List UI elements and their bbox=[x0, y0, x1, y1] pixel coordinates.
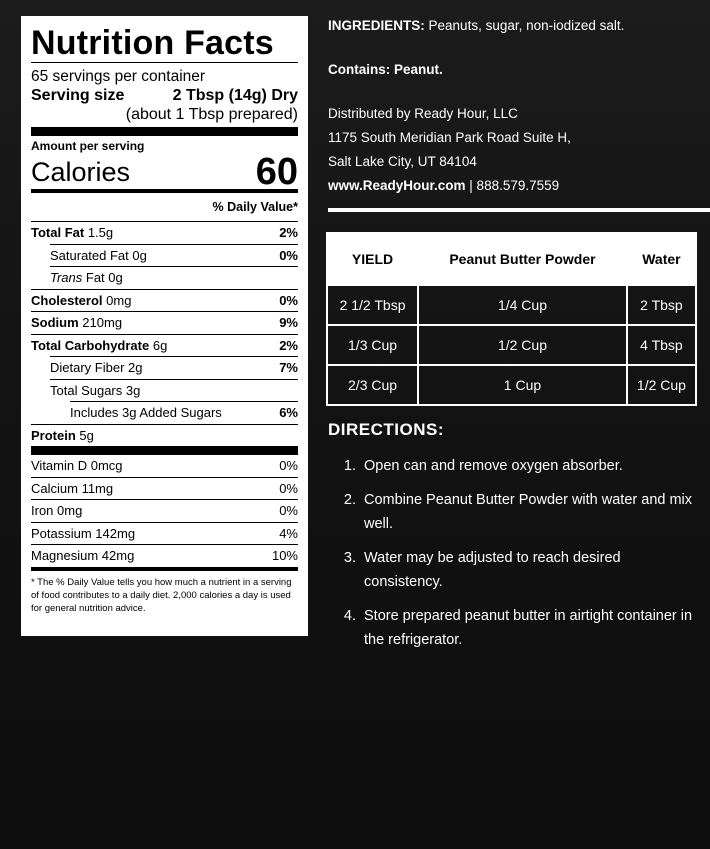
serving-size-prepared: (about 1 Tbsp prepared) bbox=[125, 106, 298, 123]
allergen-statement: Contains: Peanut. bbox=[328, 62, 443, 77]
nutrient-row-iron bbox=[31, 499, 298, 522]
amount-per-serving: Amount per serving bbox=[31, 139, 145, 153]
nutrient-pct: 6% bbox=[279, 405, 298, 420]
step-text: Open can and remove oxygen absorber. bbox=[364, 458, 623, 474]
website-link[interactable]: www.ReadyHour.com bbox=[328, 178, 466, 193]
list-item bbox=[328, 488, 698, 536]
step-text: Store prepared peanut butter in airtight container in the refrigerator. bbox=[364, 608, 693, 648]
nutrient-label: Fat 0g bbox=[85, 270, 123, 285]
step-number: 2. bbox=[343, 492, 356, 508]
distributor: Distributed by Ready Hour, LLC bbox=[328, 106, 518, 121]
yield-table-header bbox=[327, 233, 696, 285]
nutrient-pct: 0% bbox=[279, 247, 298, 263]
header-powder: Peanut Butter Powder bbox=[418, 233, 627, 285]
servings-per-container: 65 servings per container bbox=[31, 68, 206, 85]
divider bbox=[31, 62, 298, 63]
nutrient-row-potassium bbox=[31, 522, 298, 545]
nutrition-facts-label bbox=[21, 16, 308, 636]
medium-divider bbox=[31, 567, 298, 571]
list-item bbox=[328, 604, 698, 652]
list-item bbox=[328, 546, 698, 594]
nutrient-amount: 6g bbox=[152, 337, 168, 353]
address-line-2: Salt Lake City, UT 84104 bbox=[328, 154, 477, 169]
ingredients bbox=[328, 14, 698, 38]
table-cell: 2 Tbsp bbox=[627, 285, 696, 325]
thick-divider bbox=[31, 127, 298, 136]
nutrient-pct: 10% bbox=[271, 548, 298, 563]
nutrient-pct: 0% bbox=[279, 292, 298, 308]
calories-label: Calories bbox=[31, 157, 131, 187]
calories-row bbox=[31, 151, 298, 193]
section-divider bbox=[328, 208, 710, 212]
nutrient-row-saturated-fat bbox=[50, 244, 298, 267]
step-number: 4. bbox=[343, 608, 356, 624]
nutrient-label-italic: Trans bbox=[50, 270, 83, 285]
step-number: 3. bbox=[343, 550, 356, 566]
table-row bbox=[327, 285, 696, 325]
nutrient-row-cholesterol bbox=[31, 289, 298, 312]
nutrient-label: Magnesium 42mg bbox=[31, 548, 135, 563]
address-line-1: 1175 South Meridian Park Road Suite H, bbox=[328, 130, 571, 145]
nutrient-row-vitamin-d bbox=[31, 455, 298, 477]
step-text: Water may be adjusted to reach desired consistency. bbox=[364, 550, 621, 590]
step-text: Combine Peanut Butter Powder with water and mix well. bbox=[364, 492, 693, 532]
nutrient-pct: 7% bbox=[279, 360, 298, 375]
nutrient-row-sodium bbox=[31, 311, 298, 334]
nutrient-amount: 0mg bbox=[106, 292, 132, 308]
nutrient-label: Potassium 142mg bbox=[31, 525, 136, 541]
nutrient-row-total-sugars bbox=[50, 379, 298, 402]
nutrient-row-total-carbohydrate bbox=[31, 334, 298, 357]
product-info bbox=[328, 14, 698, 198]
table-cell: 1 Cup bbox=[418, 365, 627, 405]
phone-number: | 888.579.7559 bbox=[469, 178, 560, 193]
table-cell: 1/4 Cup bbox=[418, 285, 627, 325]
nutrient-row-magnesium bbox=[31, 544, 298, 567]
list-item bbox=[328, 454, 698, 478]
daily-value-footnote: * The % Daily Value tells you how much a nutrient in a serving of food contributes to a daily diet. 2,000 calories a day is used for general nutrition advice. bbox=[31, 576, 292, 614]
nutrient-amount: 210mg bbox=[82, 315, 123, 330]
nutrient-label: Dietary Fiber 2g bbox=[50, 360, 143, 375]
nutrient-amount: 1.5g bbox=[87, 225, 114, 240]
nutrient-label: Cholesterol bbox=[31, 292, 103, 308]
nutrient-pct: 0% bbox=[279, 503, 298, 518]
nutrient-pct: 2% bbox=[279, 225, 298, 240]
nutrient-pct: 0% bbox=[279, 480, 298, 496]
contact-line bbox=[328, 174, 698, 198]
nutrient-amount: 5g bbox=[79, 427, 94, 443]
nutrient-label: Total Sugars 3g bbox=[50, 382, 141, 398]
nutrient-pct: 4% bbox=[279, 525, 298, 541]
header-yield: YIELD bbox=[327, 233, 418, 285]
table-cell: 2/3 Cup bbox=[327, 365, 418, 405]
table-cell: 1/2 Cup bbox=[627, 365, 696, 405]
serving-size-row bbox=[31, 86, 298, 105]
ingredients-text: Peanuts, sugar, non-iodized salt. bbox=[428, 18, 625, 33]
nutrient-label: Total Carbohydrate bbox=[31, 337, 150, 353]
nutrient-label: Iron 0mg bbox=[31, 503, 83, 518]
step-number: 1. bbox=[343, 458, 356, 474]
nutrient-pct: 9% bbox=[279, 315, 298, 330]
nutrient-row-calcium bbox=[31, 477, 298, 500]
nutrition-title: Nutrition Facts bbox=[31, 24, 274, 62]
yield-table bbox=[326, 232, 697, 406]
directions-title: DIRECTIONS: bbox=[328, 420, 444, 439]
nutrient-label: Total Fat bbox=[31, 225, 85, 240]
nutrient-label: Sodium bbox=[31, 315, 79, 330]
table-cell: 1/2 Cup bbox=[418, 325, 627, 365]
nutrient-label: Protein bbox=[31, 427, 76, 443]
daily-value-header: % Daily Value* bbox=[212, 200, 298, 214]
serving-size-value: 2 Tbsp (14g) Dry bbox=[172, 87, 298, 104]
nutrient-label: Includes 3g Added Sugars bbox=[70, 405, 222, 420]
nutrient-label: Calcium 11mg bbox=[31, 480, 114, 496]
directions-section bbox=[328, 420, 698, 662]
nutrient-row-trans-fat bbox=[50, 266, 298, 289]
table-row bbox=[327, 365, 696, 405]
nutrient-label: Saturated Fat 0g bbox=[50, 247, 147, 263]
nutrient-pct: 2% bbox=[279, 337, 298, 353]
table-row bbox=[327, 325, 696, 365]
header-water: Water bbox=[627, 233, 696, 285]
nutrient-label: Vitamin D 0mcg bbox=[31, 458, 123, 473]
table-cell: 1/3 Cup bbox=[327, 325, 418, 365]
serving-size-label: Serving size bbox=[31, 87, 125, 104]
nutrient-pct: 0% bbox=[279, 458, 298, 473]
table-cell: 4 Tbsp bbox=[627, 325, 696, 365]
table-cell: 2 1/2 Tbsp bbox=[327, 285, 418, 325]
nutrient-row-added-sugars bbox=[70, 401, 298, 424]
nutrient-row-total-fat bbox=[31, 221, 298, 244]
nutrient-row-dietary-fiber bbox=[50, 356, 298, 379]
ingredients-label: INGREDIENTS: bbox=[328, 18, 425, 33]
nutrient-row-protein bbox=[31, 424, 298, 447]
directions-list bbox=[328, 454, 698, 652]
thick-divider bbox=[31, 446, 298, 455]
calories-value: 60 bbox=[255, 151, 298, 193]
